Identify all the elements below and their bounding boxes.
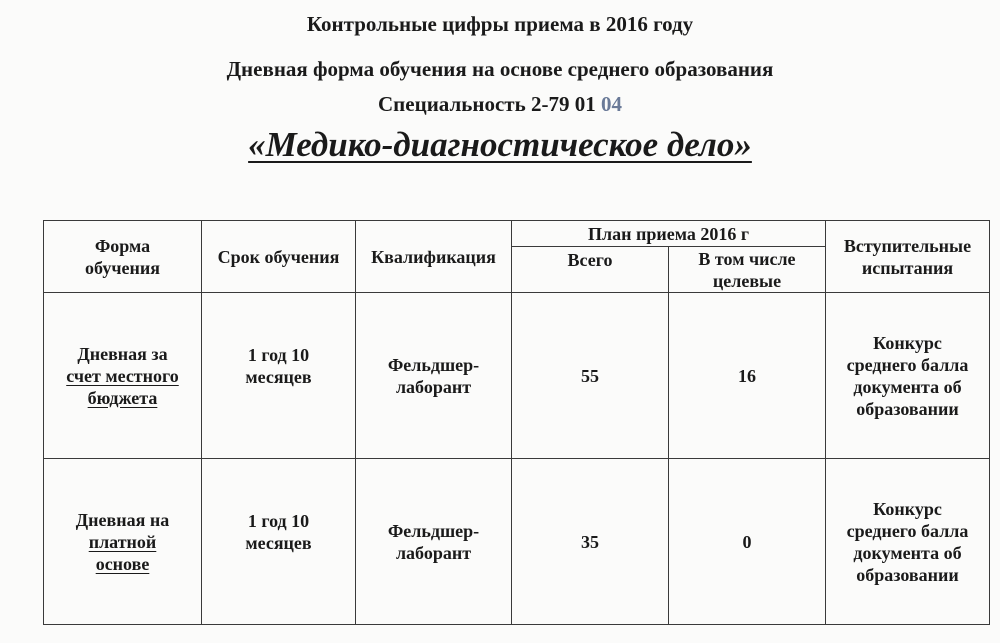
specialty-label: Специальность [378,92,526,116]
exams-line: документа об [853,542,962,563]
form-prefix: Дневная за [77,343,168,364]
exams-line: образовании [856,564,959,585]
exams-line: документа об [853,376,962,397]
header-plan-total-label: Всего [567,249,613,270]
form-funding: бюджета [87,387,158,408]
header-plan-total [512,247,669,293]
cell-total: 35 [512,459,669,625]
header-exams-line: испытания [861,257,954,278]
header-exams [826,221,990,293]
cell-targeted: 0 [669,459,826,625]
cell-qualification [356,459,512,625]
duration-line: месяцев [245,366,312,387]
header-duration: Срок обучения [202,221,356,293]
qualification-line: лаборант [395,376,472,397]
cell-qualification [356,293,512,459]
cell-exams [826,293,990,459]
form-funding: счет местного [66,365,179,386]
header-plan-group: План приема 2016 г [512,221,826,247]
duration-text [245,344,311,388]
table-row [44,293,990,459]
cell-exams [826,459,990,625]
duration-line: месяцев [245,532,312,553]
exams-line: среднего балла [846,354,969,375]
header-exams-line: Вступительные [843,235,972,256]
exams-line: Конкурс [873,498,942,519]
duration-line: 1 год 10 [247,344,310,365]
qualification-line: Фельдшер- [387,520,480,541]
admission-plan-table [43,220,990,625]
header-plan-targeted [669,247,826,293]
header-qualification: Квалификация [356,221,512,293]
specialty-code-suffix: 04 [600,92,622,116]
exams-line: Конкурс [873,332,942,353]
table-header-row [44,221,990,247]
title-line-1: Контрольные цифры приема в 2016 году [306,12,694,36]
form-prefix: Дневная на [75,509,170,530]
exams-line: среднего балла [846,520,969,541]
header-form-line: Форма [94,235,151,256]
duration-text [245,510,311,554]
header-form [44,221,202,293]
specialty-name: «Медико-диагностическое дело» [248,125,752,164]
cell-form [44,459,202,625]
duration-line: 1 год 10 [247,510,310,531]
cell-duration [202,293,356,459]
cell-targeted: 16 [669,293,826,459]
specialty-code: 2-79 01 [530,92,596,116]
title-line-2: Дневная форма обучения на основе среднего образования [226,57,774,81]
form-funding: основе [95,553,150,574]
qualification-line: Фельдшер- [387,354,480,375]
cell-duration [202,459,356,625]
cell-total: 55 [512,293,669,459]
cell-form [44,293,202,459]
header-targeted-line: В том числе [698,248,796,269]
header-targeted-line: целевые [712,270,782,291]
qualification-line: лаборант [395,542,472,563]
form-funding: платной [88,531,157,552]
table-row [44,459,990,625]
exams-line: образовании [856,398,959,419]
specialty-line [0,92,1000,117]
header-form-line: обучения [85,257,160,278]
